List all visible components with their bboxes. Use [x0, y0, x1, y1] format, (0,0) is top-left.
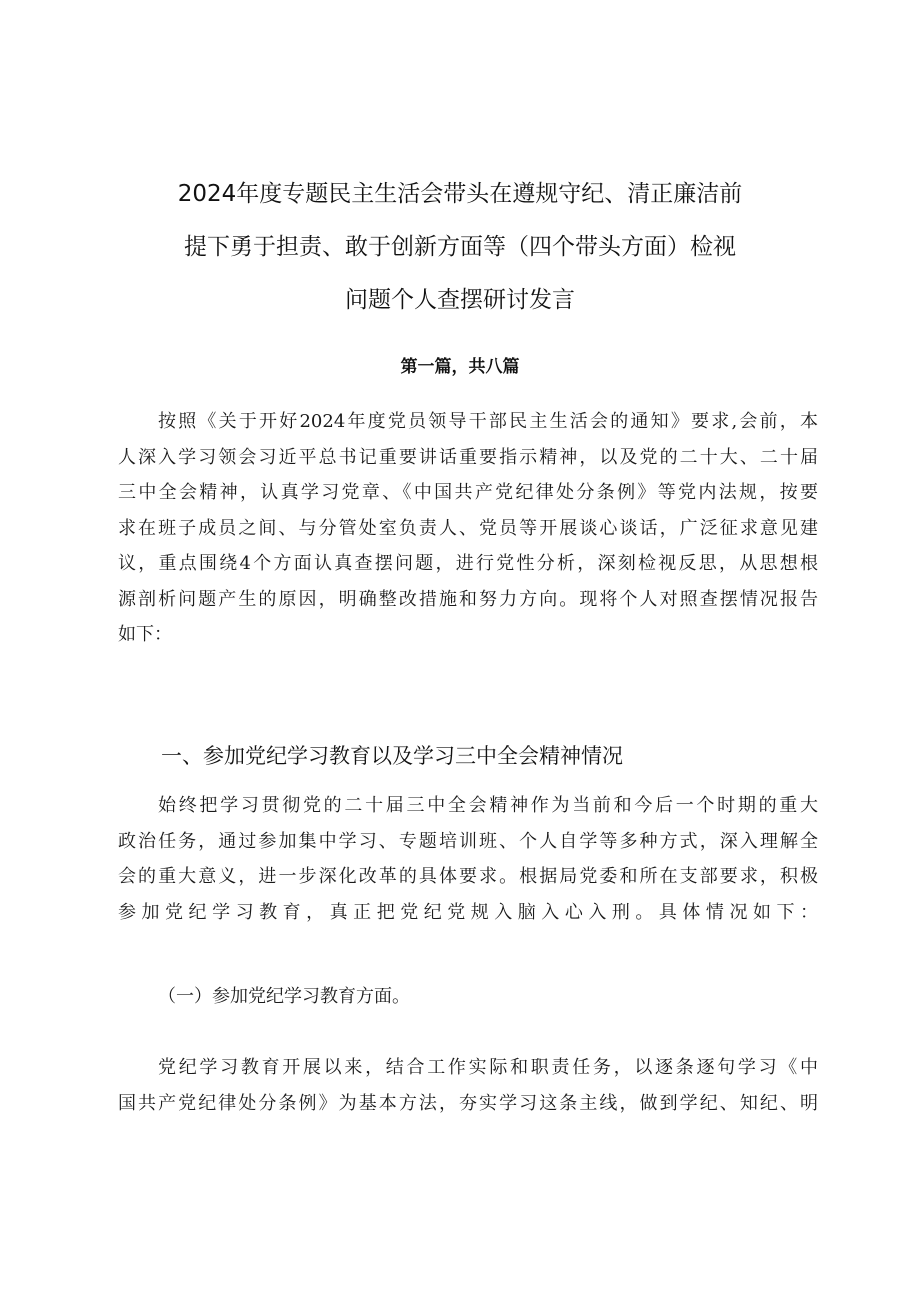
- paragraph-line: 三中全会精神，认真学习党章、《中国共产党纪律处分条例》等党内法规，按要: [118, 482, 818, 503]
- paragraph-line: 会的重大意义，进一步深化改革的具体要求。根据局党委和所在支部要求，积极: [118, 866, 818, 887]
- document-subtitle: 第一篇，共八篇: [400, 357, 520, 377]
- title-line: 问题个人查摆研讨发言: [345, 287, 575, 313]
- section-paragraph: [118, 788, 818, 930]
- paragraph-line: 参加党纪学习教育，真正把党纪党规入脑入心入刑。具体情况如下：: [118, 901, 818, 923]
- paragraph-line: 人深入学习领会习近平总书记重要讲话重要指示精神，以及党的二十大、二十届: [118, 446, 818, 468]
- paragraph-line: 议，重点围绕4个方面认真查摆问题，进行党性分析，深刻检视反思，从思想根: [118, 553, 818, 574]
- title-line: 提下勇于担责、敢于创新方面等（四个带头方面）检视: [184, 234, 736, 260]
- paragraph-line: 国共产党纪律处分条例》为基本方法，夯实学习这条主线，做到学纪、知纪、明: [118, 1092, 818, 1114]
- paragraph-line: 始终把学习贯彻党的二十届三中全会精神作为当前和今后一个时期的重大: [158, 795, 818, 816]
- title-line: 2024年度专题民主生活会带头在遵规守纪、清正廉洁前: [177, 181, 743, 207]
- paragraph-line: 按照《关于开好2024年度党员领导干部民主生活会的通知》要求,会前，本: [158, 411, 818, 432]
- paragraph-line: 源剖析问题产生的原因，明确整改措施和努力方向。现将个人对照查摆情况报告: [118, 588, 818, 610]
- document-title: [140, 168, 780, 327]
- subsection-heading: （一）参加党纪学习教育方面。: [158, 986, 410, 1007]
- paragraph-line: 如下：: [118, 624, 172, 645]
- section-heading: 一、参加党纪学习教育以及学习三中全会精神情况: [161, 744, 623, 768]
- subsection-paragraph: [118, 1050, 818, 1121]
- intro-paragraph: [118, 404, 818, 653]
- paragraph-line: 党纪学习教育开展以来，结合工作实际和职责任务，以逐条逐句学习《中: [158, 1057, 818, 1078]
- paragraph-line: 政治任务，通过参加集中学习、专题培训班、个人自学等多种方式，深入理解全: [118, 830, 818, 852]
- paragraph-line: 求在班子成员之间、与分管处室负责人、党员等开展谈心谈话，广泛征求意见建: [118, 517, 818, 539]
